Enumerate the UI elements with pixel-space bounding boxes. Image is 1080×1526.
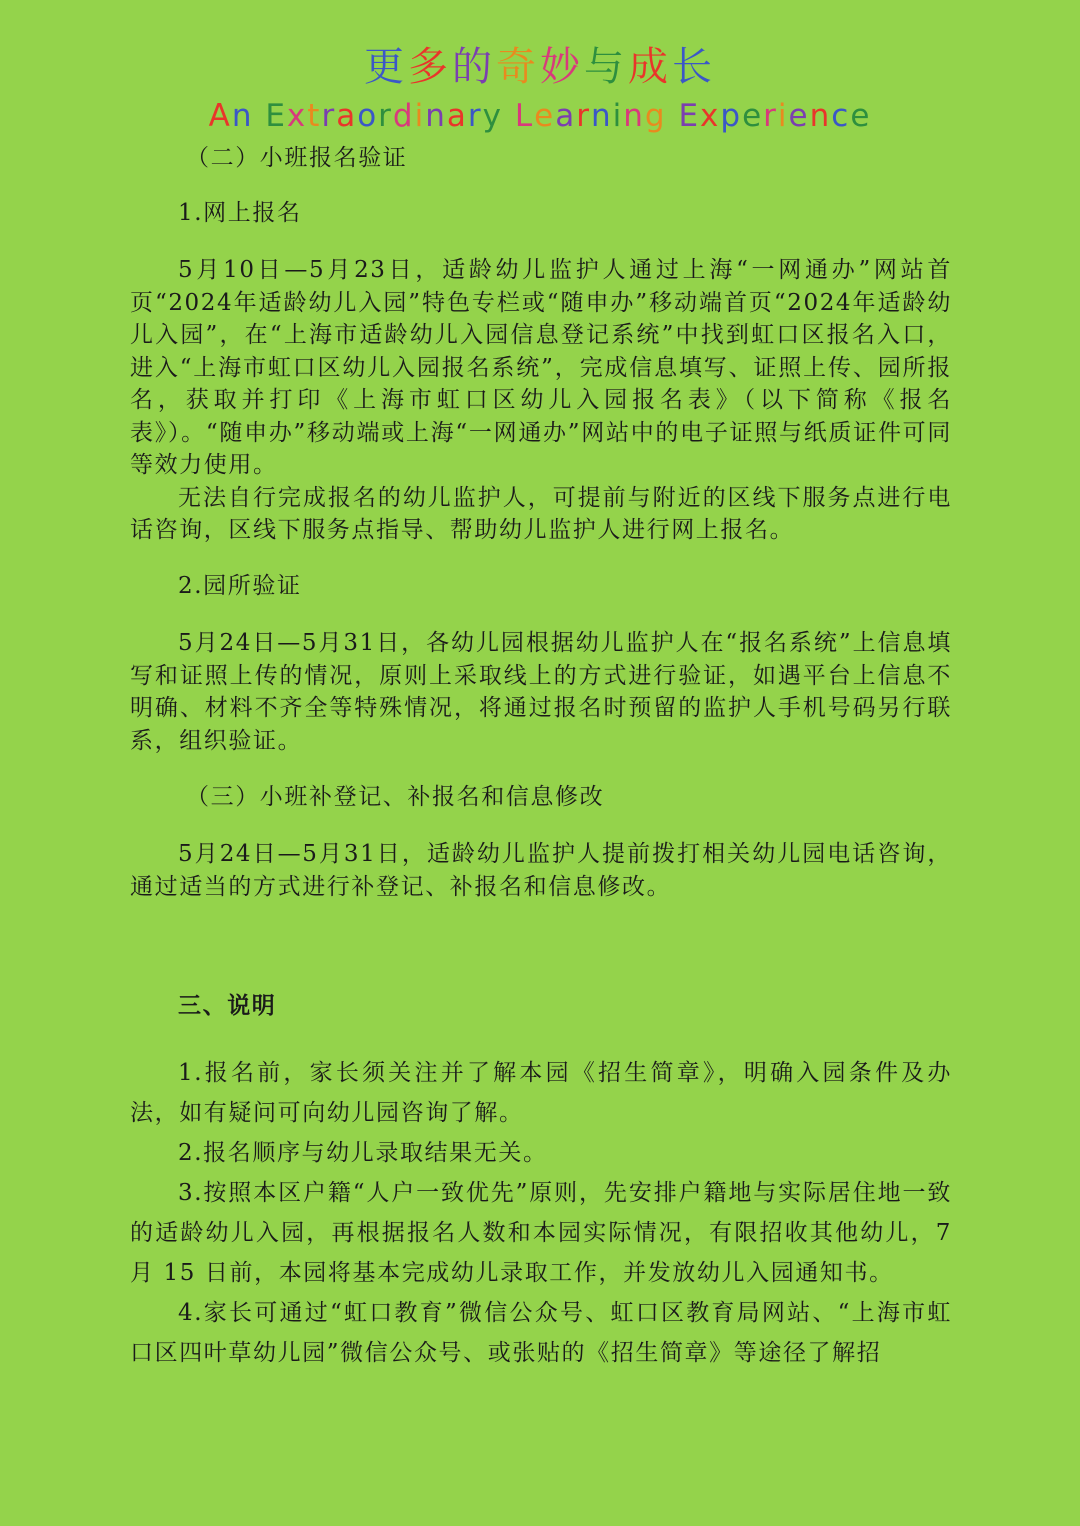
header-subtitle-char: e bbox=[742, 98, 764, 134]
paragraph-kindergarten-verification: 5月24日—5月31日，各幼儿园根据幼儿监护人在“报名系统”上信息填写和证照上传的情况，原则上采取线上的方式进行验证，如遇平台上信息不明确、材料不齐全等特殊情况，将通过报名时预留的监护人手机号码另行联系，组织验证。 bbox=[130, 630, 952, 754]
section-heading-notes: 三、说明 bbox=[178, 992, 277, 1019]
subsection-title-kindergarten-verification: 2.园所验证 bbox=[178, 573, 302, 599]
note-item-1: 1.报名前，家长须关注并了解本园《招生简章》，明确入园条件及办法，如有疑问可向幼儿园咨询了解。 bbox=[130, 1060, 952, 1126]
header-title-char: 妙 bbox=[540, 44, 584, 90]
header-subtitle-char: n bbox=[809, 98, 832, 134]
header-subtitle-char: r bbox=[763, 98, 778, 134]
header-subtitle-char: L bbox=[514, 98, 535, 134]
header-subtitle-char: p bbox=[720, 98, 743, 134]
header-subtitle-char: e bbox=[788, 98, 810, 134]
section-heading-supplementary-registration: （三）小班补登记、补报名和信息修改 bbox=[186, 784, 605, 810]
header-subtitle-char: i bbox=[777, 98, 789, 134]
header-subtitle-char: a bbox=[446, 98, 468, 134]
subsection-title-online-registration: 1.网上报名 bbox=[178, 200, 302, 226]
header-title-char: 与 bbox=[584, 44, 628, 90]
header-subtitle-char: y bbox=[482, 98, 503, 134]
paragraph-online-registration: 5月10日—5月23日，适龄幼儿监护人通过上海“一网通办”网站首页“2024年适龄幼儿入园”特色专栏或“随申办”移动端首页“2024年适龄幼儿入园”，在“上海市适龄幼儿入园信息登记系统”中找到虹口区报名入口，进入“上海市虹口区幼儿入园报名系统”，完成信息填写、证照上传、园所报名，获取并打印《上海市虹口区幼儿入园报名表》（以下简称《报名表》）。“随申办”移动端或上海“一网通办”网站中的电子证照与纸质证件可同等效力使用。 bbox=[130, 257, 952, 478]
header-subtitle-char: n bbox=[590, 98, 613, 134]
note-item-2: 2.报名顺序与幼儿录取结果无关。 bbox=[178, 1140, 548, 1166]
header-subtitle-en bbox=[0, 96, 1080, 136]
header-title-char: 成 bbox=[628, 44, 672, 90]
header-subtitle-char: e bbox=[850, 98, 872, 134]
header-subtitle-char: r bbox=[576, 98, 591, 134]
header-subtitle-char: e bbox=[534, 98, 556, 134]
paragraph-supplementary-registration: 5月24日—5月31日，适龄幼儿监护人提前拨打相关幼儿园电话咨询，通过适当的方式进行补登记、补报名和信息修改。 bbox=[130, 841, 952, 900]
header-subtitle-char: a bbox=[555, 98, 577, 134]
note-item-3: 3.按照本区户籍“人户一致优先”原则，先安排户籍地与实际居住地一致的适龄幼儿入园，再根据报名人数和本园实际情况，有限招收其他幼儿，7 月 15 日前，本园将基本完成幼儿录取工作，并发放幼儿入园通知书。 bbox=[130, 1180, 952, 1286]
header-subtitle-char: E bbox=[678, 98, 701, 134]
header-subtitle-char: a bbox=[336, 98, 358, 134]
header-title-char: 多 bbox=[408, 44, 452, 90]
header-title-char: 奇 bbox=[496, 44, 540, 90]
header-subtitle-char: E bbox=[265, 98, 287, 134]
header-title-cn bbox=[0, 42, 1080, 92]
header-subtitle-char bbox=[503, 96, 515, 136]
header-subtitle-char: c bbox=[831, 98, 851, 134]
header-title-char: 更 bbox=[364, 44, 408, 90]
header-subtitle-char bbox=[667, 96, 679, 136]
page-header bbox=[0, 42, 1080, 136]
header-subtitle-char: d bbox=[392, 98, 415, 134]
header-subtitle-char: t bbox=[307, 98, 322, 134]
header-subtitle-char: r bbox=[467, 98, 483, 134]
header-subtitle-char: n bbox=[425, 98, 447, 134]
header-subtitle-char: g bbox=[644, 98, 667, 134]
header-subtitle-char: A bbox=[208, 98, 232, 134]
header-subtitle-char: x bbox=[286, 98, 308, 134]
paragraph-offline-help: 无法自行完成报名的幼儿监护人，可提前与附近的区线下服务点进行电话咨询，区线下服务点指导、帮助幼儿监护人进行网上报名。 bbox=[130, 484, 952, 543]
header-subtitle-char: r bbox=[321, 98, 337, 134]
header-subtitle-char: i bbox=[414, 98, 426, 134]
header-subtitle-char: n bbox=[623, 98, 645, 134]
header-subtitle-char: o bbox=[357, 98, 379, 134]
note-item-4: 4.家长可通过“虹口教育”微信公众号、虹口区教育局网站、“上海市虹口区四叶草幼儿园”微信公众号、或张贴的《招生简章》等途径了解招 bbox=[130, 1300, 952, 1366]
header-subtitle-char: n bbox=[231, 98, 254, 134]
header-subtitle-char bbox=[253, 96, 265, 136]
header-title-char: 长 bbox=[672, 44, 716, 90]
header-subtitle-char: x bbox=[700, 98, 721, 134]
header-subtitle-char: i bbox=[612, 98, 624, 134]
header-title-char: 的 bbox=[452, 44, 496, 90]
header-subtitle-char: r bbox=[378, 98, 393, 134]
section-heading-small-class-registration: （二）小班报名验证 bbox=[186, 145, 408, 171]
